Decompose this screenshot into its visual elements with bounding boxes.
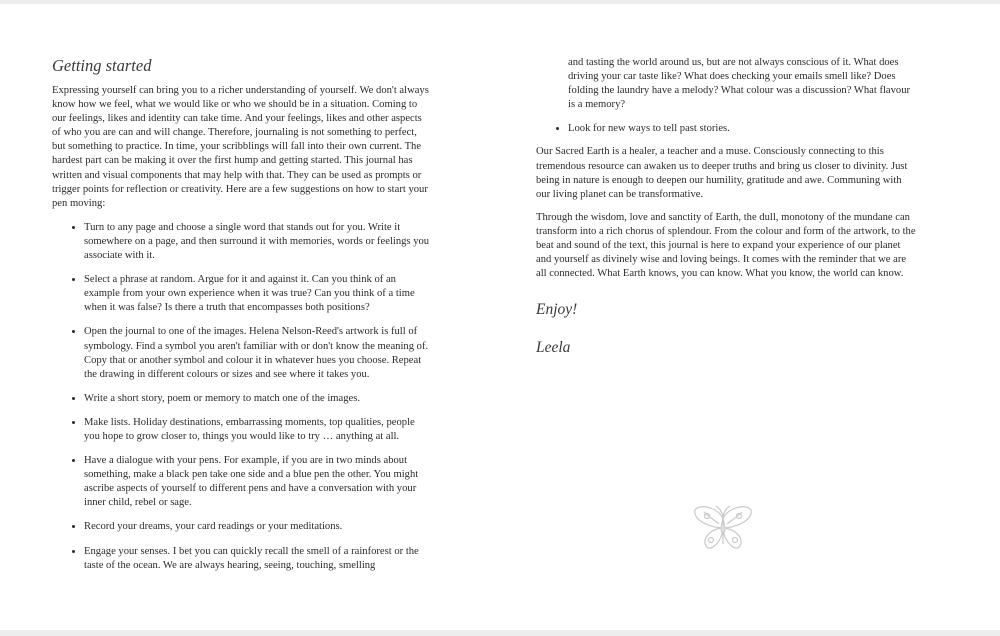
left-page bbox=[52, 4, 432, 630]
suggestion-list-continued bbox=[536, 121, 918, 136]
list-item: • Have a dialogue with your pens. For example, if you are in two minds about something, make a black pen take one side and a blue pen the other. You might ascribe aspects of yourself to different pens and have a conversation with your inner child, rebel or sage. bbox=[84, 453, 432, 510]
list-item: • Select a phrase at random. Argue for it and against it. Can you think of an example from your own experience when it was true? Can you think of a time when it was false? Is there a truth that encompasses both positions? bbox=[84, 272, 432, 315]
list-item: • Open the journal to one of the images. Helena Nelson-Reed's artwork is full of symbology. Find a symbol you aren't familiar with or don't know the meaning of. Copy that or another symbol and colour it in whatever hues you choose. Repeat the drawing in different colours or sizes and see where it takes you. bbox=[84, 324, 432, 381]
list-item: • Engage your senses. I bet you can quickly recall the smell of a rainforest or the taste of the ocean. We are always hearing, seeing, touching, smelling bbox=[84, 544, 432, 573]
list-item: • Turn to any page and choose a single word that stands out for you. Write it somewhere on a page, and then surround it with memories, words or feelings you associate with it. bbox=[84, 220, 432, 263]
body-paragraph-2: Through the wisdom, love and sanctity of Earth, the dull, monotony of the mundane can transform into a rich chorus of splendour. From the colour and form of the artwork, to the beat and sound of the text, this journal is here to expand your experience of our planet and yourself as divinely wise and loving beings. It comes with the reminder that we are all connected. What Earth knows, you can know. What you know, the world can know. bbox=[536, 211, 916, 280]
section-heading: Getting started bbox=[52, 56, 152, 75]
list-item: • Record your dreams, your card readings or your meditations. bbox=[84, 519, 432, 534]
list-item: • Make lists. Holiday destinations, embarrassing moments, top qualities, people you hope to grow closer to, things you would like to try … anything at all. bbox=[84, 415, 432, 444]
intro-paragraph: Expressing yourself can bring you to a richer understanding of yourself. We don't always know how we feel, what we would like or who we should be in a situation. Coming to our feelings, likes and identity can take time. And your feelings, likes and other aspects of who you are can and will change. Therefore, journaling is not something to perfect, but something to practice. In time, your scribblings will fall into their own current. The hardest part can be making it over the first hump and getting started. This journal has written and visual components that may help with that. They can be used as prompts or trigger points for reflection or creativity. Here are a few suggestions on how to start your pen moving: bbox=[52, 85, 429, 209]
list-item-continuation: and tasting the world around us, but are not always conscious of it. What does driving your car taste like? What does checking your emails smell like? Does folding the laundry have a melody? What colour was a discussion? What flavour is a memory? bbox=[568, 57, 911, 111]
signature: Leela bbox=[536, 339, 571, 357]
list-item: • Look for new ways to tell past stories. bbox=[568, 121, 918, 136]
book-spread bbox=[0, 4, 1000, 630]
suggestion-list bbox=[52, 220, 432, 573]
butterfly-icon bbox=[692, 504, 754, 552]
list-item: • Write a short story, poem or memory to match one of the images. bbox=[84, 391, 432, 406]
body-paragraph-1: Our Sacred Earth is a healer, a teacher and a muse. Consciously connecting to this tremendous resource can awaken us to deeper truths and bring us closer to divinity. Just being in nature is enough to deepen our humility, gratitude and awe. Communing with our living planet can be transformative. bbox=[536, 146, 908, 200]
enjoy-text: Enjoy! bbox=[536, 301, 578, 319]
